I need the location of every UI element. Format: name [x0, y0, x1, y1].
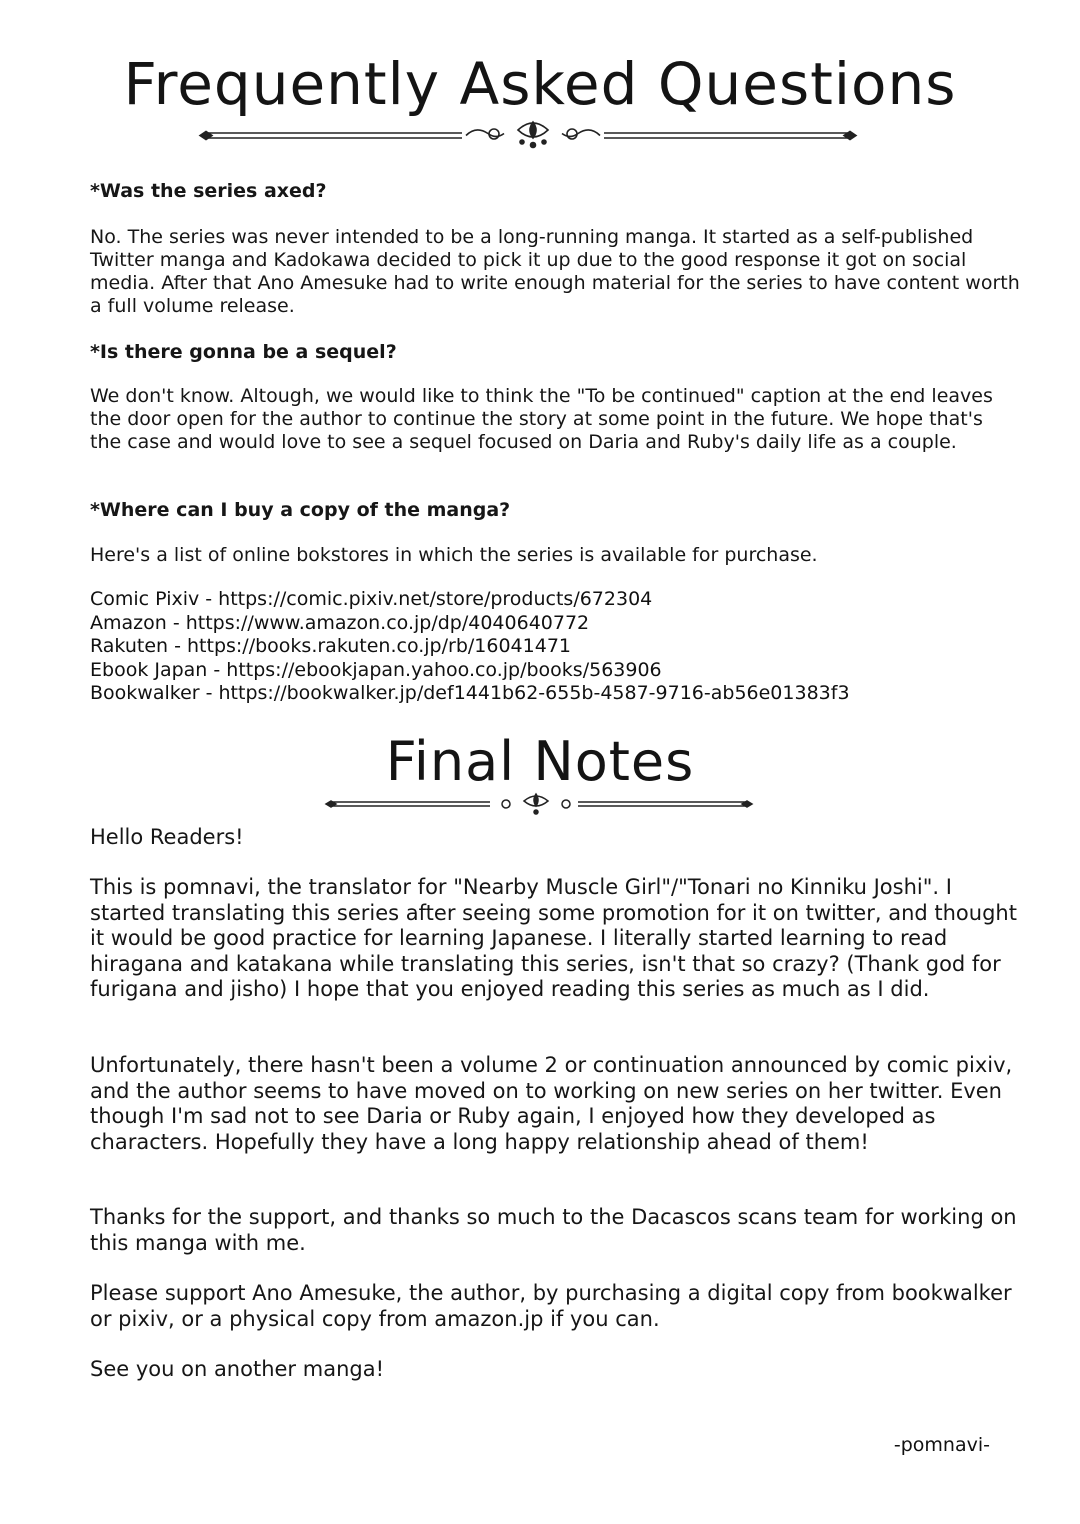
- signature: -pomnavi-: [893, 1434, 990, 1456]
- faq-question-2: *Is there gonna be a sequel?: [90, 341, 397, 363]
- notes-divider-ornament: [0, 792, 1080, 816]
- notes-paragraph-2: Unfortunately, there hasn't been a volume 2 or continuation announced by comic pixiv, and the author seems to have moved on to working on new series on her twitter. Even though I'm sad not to see Daria or Ruby again, I enjoyed how they developed as characters. Hopefully they have a long happy relationship ahead of them!: [90, 1053, 1013, 1154]
- store-link-comic-pixiv[interactable]: Comic Pixiv - https://comic.pixiv.net/store/products/672304: [90, 588, 653, 610]
- faq-title: Frequently Asked Questions: [123, 50, 957, 118]
- store-list: [90, 588, 1020, 706]
- notes-paragraph-3: Thanks for the support, and thanks so much to the Dacascos scans team for working on this manga with me.: [90, 1205, 1017, 1255]
- notes-paragraph-4: Please support Ano Amesuke, the author, by purchasing a digital copy from bookwalker or pixiv, or a physical copy from amazon.jp if you can.: [90, 1281, 1012, 1331]
- store-link-amazon[interactable]: Amazon - https://www.amazon.co.jp/dp/4040640772: [90, 611, 590, 634]
- store-link-ebook-japan[interactable]: Ebook Japan - https://ebookjapan.yahoo.co.jp/books/563906: [90, 658, 662, 681]
- faq-answer-1: No. The series was never intended to be a long-running manga. It started as a self-published Twitter manga and Kadokawa decided to pick it up due to the good response it got on social media. After that Ano Amesuke had to write enough material for the series to have content worth a full volume release.: [90, 226, 1020, 317]
- faq-answer-3: Here's a list of online bokstores in which the series is available for purchase.: [90, 544, 818, 566]
- faq-question-1: *Was the series axed?: [90, 180, 327, 202]
- notes-closing: See you on another manga!: [90, 1357, 384, 1381]
- notes-greeting: Hello Readers!: [90, 825, 244, 849]
- store-link-bookwalker[interactable]: Bookwalker - https://bookwalker.jp/def1441b62-655b-4587-9716-ab56e01383f3: [90, 682, 850, 704]
- final-notes-title: Final Notes: [385, 730, 695, 793]
- faq-question-3: *Where can I buy a copy of the manga?: [90, 499, 511, 521]
- faq-divider-ornament: [0, 120, 1080, 150]
- store-link-rakuten[interactable]: Rakuten - https://books.rakuten.co.jp/rb/16041471: [90, 635, 571, 657]
- notes-paragraph-1: This is pomnavi, the translator for "Nearby Muscle Girl"/"Tonari no Kinniku Joshi". I started translating this series after seeing some promotion for it on twitter, and thought it would be good practice for learning Japanese. I literally started learning to read hiragana and katakana while translating this series, isn't that so crazy? (Thank god for furigana and jisho) I hope that you enjoyed reading this series as much as I did.: [90, 875, 1017, 1001]
- faq-answer-2: We don't know. Altough, we would like to think the "To be continued" caption at the end leaves the door open for the author to continue the story at some point in the future. We hope that's the case and would love to see a sequel focused on Daria and Ruby's daily life as a couple.: [90, 385, 993, 453]
